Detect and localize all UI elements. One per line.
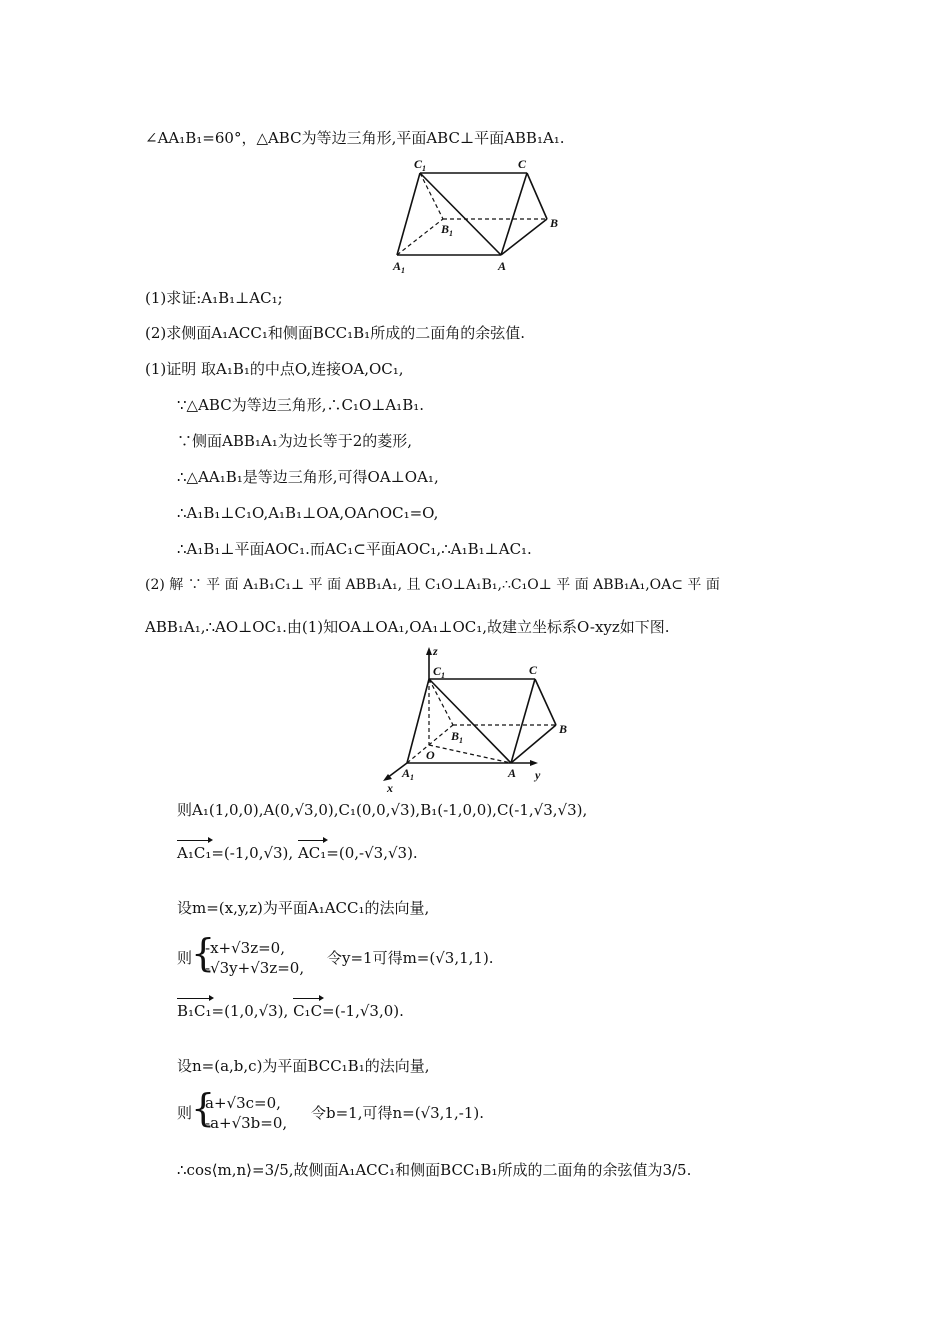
prism-figure-1 xyxy=(385,155,575,275)
vector-c1c: C₁C xyxy=(293,998,322,1021)
system-n xyxy=(177,1086,677,1137)
proof-step-2: ∵侧面ABB₁A₁为边长等于2的菱形, xyxy=(177,432,413,450)
equation-n-1: a+√3c=0, xyxy=(205,1094,281,1112)
label2-b: B xyxy=(559,722,568,736)
equation-m-1: -x+√3z=0, xyxy=(205,939,285,957)
label2-a: A xyxy=(508,766,517,780)
axis-y-label: y xyxy=(535,768,541,782)
solution-line-2: ABB₁A₁,∴AO⊥OC₁.由(1)知OA⊥OA₁,OA₁⊥OC₁,故建立坐标系O-xyz如下图. xyxy=(145,618,670,636)
label-b: B xyxy=(550,216,559,230)
vector-ac1: AC₁ xyxy=(298,840,326,863)
brace-n: { xyxy=(191,1086,216,1130)
label-c1: $C_1$ xyxy=(414,157,427,173)
vectors-line-1 xyxy=(177,840,418,863)
proof-head: (1)证明 取A₁B₁的中点O,连接OA,OC₁, xyxy=(145,360,404,378)
axis-z-label: z xyxy=(433,645,438,658)
label2-c1: $C_1$ xyxy=(433,664,446,680)
vector-c1c-value: =(-1,√3,0). xyxy=(322,1002,404,1020)
label2-c: C xyxy=(529,663,538,677)
vector-b1c1: B₁C₁ xyxy=(177,998,212,1021)
prism-figure-2 xyxy=(375,645,590,795)
then-label-n: 则 xyxy=(177,1104,193,1122)
label2-o: O xyxy=(426,748,435,762)
brace-m: { xyxy=(191,931,216,975)
equation-n-2: -a+√3b=0, xyxy=(205,1114,288,1132)
axis-x-label: x xyxy=(387,781,393,795)
label-a: A xyxy=(498,259,507,273)
vector-ac1-value: =(0,-√3,√3). xyxy=(326,844,418,862)
proof-step-1: ∵△ABC为等边三角形,∴C₁O⊥A₁B₁. xyxy=(177,396,425,414)
proof-step-3: ∴△AA₁B₁是等边三角形,可得OA⊥OA₁, xyxy=(177,468,439,486)
vector-a1c1: A₁C₁ xyxy=(177,840,211,863)
n-result: 令b=1,可得n=(√3,1,-1). xyxy=(311,1104,484,1122)
vector-b1c1-value: =(1,0,√3), xyxy=(211,1002,289,1020)
system-m xyxy=(177,931,677,982)
question-1: (1)求证:A₁B₁⊥AC₁; xyxy=(145,289,283,307)
problem-line-1: ∠AA₁B₁=60°，△ABC为等边三角形,平面ABC⊥平面ABB₁A₁. xyxy=(145,129,565,147)
label2-b1: $B_1$ xyxy=(451,729,464,745)
label-c: C xyxy=(518,157,527,171)
proof-step-5: ∴A₁B₁⊥平面AOC₁.而AC₁⊂平面AOC₁,∴A₁B₁⊥AC₁. xyxy=(177,540,532,558)
solution-line-1: (2) 解 ∵ 平 面 A₁B₁C₁⊥ 平 面 ABB₁A₁, 且 C₁O⊥A₁B₁,∴C₁O⊥ 平 面 ABB₁A₁,OA⊂ 平 面 xyxy=(145,577,720,593)
set-m-line: 设m=(x,y,z)为平面A₁ACC₁的法向量, xyxy=(177,899,430,917)
vector-a1c1-value: =(-1,0,√3), xyxy=(211,844,294,862)
coordinates-line: 则A₁(1,0,0),A(0,√3,0),C₁(0,0,√3),B₁(-1,0,0),C(-1,√3,√3), xyxy=(177,801,588,819)
m-result: 令y=1可得m=(√3,1,1). xyxy=(327,949,494,967)
conclusion-line: ∴cos⟨m,n⟩=3/5,故侧面A₁ACC₁和侧面BCC₁B₁所成的二面角的余弦值为3/5. xyxy=(177,1161,692,1179)
label2-a1: $A_1$ xyxy=(402,766,415,782)
vectors-line-2 xyxy=(177,998,404,1021)
label-b1: $B_1$ xyxy=(441,222,454,238)
label-a1: $A_1$ xyxy=(393,259,406,275)
then-label-m: 则 xyxy=(177,949,193,967)
question-2: (2)求侧面A₁ACC₁和侧面BCC₁B₁所成的二面角的余弦值. xyxy=(145,324,525,342)
equation-m-2: -√3y+√3z=0, xyxy=(205,959,305,977)
set-n-line: 设n=(a,b,c)为平面BCC₁B₁的法向量, xyxy=(177,1057,430,1075)
proof-step-4: ∴A₁B₁⊥C₁O,A₁B₁⊥OA,OA∩OC₁=O, xyxy=(177,504,439,522)
